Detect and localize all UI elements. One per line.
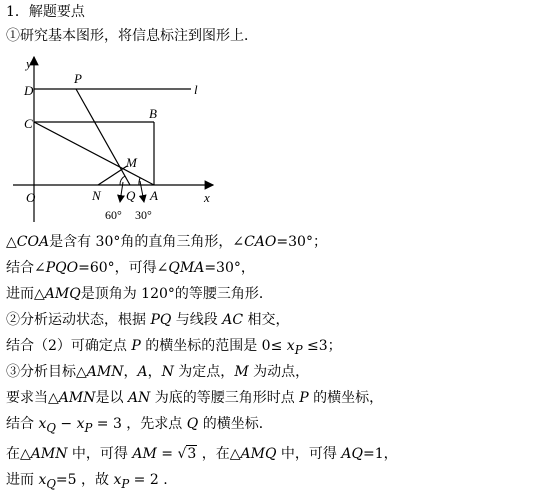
text-line-1: △COA是含有 30°角的直角三角形，∠CAO=30°； bbox=[6, 234, 327, 250]
label-o: O bbox=[26, 190, 36, 205]
angle-label-30: 30° bbox=[135, 208, 152, 222]
label-d: D bbox=[24, 83, 34, 98]
text-line-7: 要求当△AMN是以 AN 为底的等腰三角形时点 P 的横坐标， bbox=[6, 390, 384, 406]
angle-label-60: 60° bbox=[105, 208, 122, 222]
text-line-4: ②分析运动状态，根据 PQ 与线段 AC 相交， bbox=[6, 312, 290, 328]
label-m: M bbox=[126, 155, 137, 170]
segment-pq bbox=[76, 89, 130, 185]
label-n: N bbox=[92, 188, 101, 203]
text-line-8: 结合 $x_Q - x_P = 3$ ，先求点 Q 的横坐标． bbox=[6, 416, 273, 435]
segment-ca bbox=[34, 122, 154, 185]
text-line-10: 进而 $x_Q=5$ ，故 $x_P = 2$ . bbox=[6, 472, 168, 491]
label-x: x bbox=[204, 190, 210, 205]
label-c: C bbox=[24, 116, 33, 131]
label-l: l bbox=[194, 82, 198, 97]
label-b: B bbox=[149, 106, 157, 121]
text-line-2: 结合∠PQO=60°，可得∠QMA=30°， bbox=[6, 260, 255, 276]
text-line-6: ③分析目标△AMN，A，N 为定点，M 为动点， bbox=[6, 364, 310, 380]
text-line-9: 在△AMN 中，可得 AM = √3 ，在△AMQ 中，可得 AQ=1， bbox=[6, 446, 398, 462]
text-line-3: 进而△AMQ是顶角为 120°的等腰三角形． bbox=[6, 286, 273, 302]
geometry-figure bbox=[8, 52, 233, 234]
pointer-arrow-30 bbox=[140, 181, 144, 202]
label-q: Q bbox=[126, 188, 136, 203]
label-p: P bbox=[74, 71, 82, 86]
text-line-5: 结合（2）可确定点 P 的横坐标的范围是 $0\le x_P \le 3$； bbox=[6, 338, 342, 357]
section-heading: 1．解题要点 bbox=[6, 4, 85, 20]
step-1-text: ①研究基本图形，将信息标注到图形上． bbox=[6, 28, 258, 44]
label-y: y bbox=[26, 56, 32, 71]
label-a: A bbox=[150, 188, 158, 203]
